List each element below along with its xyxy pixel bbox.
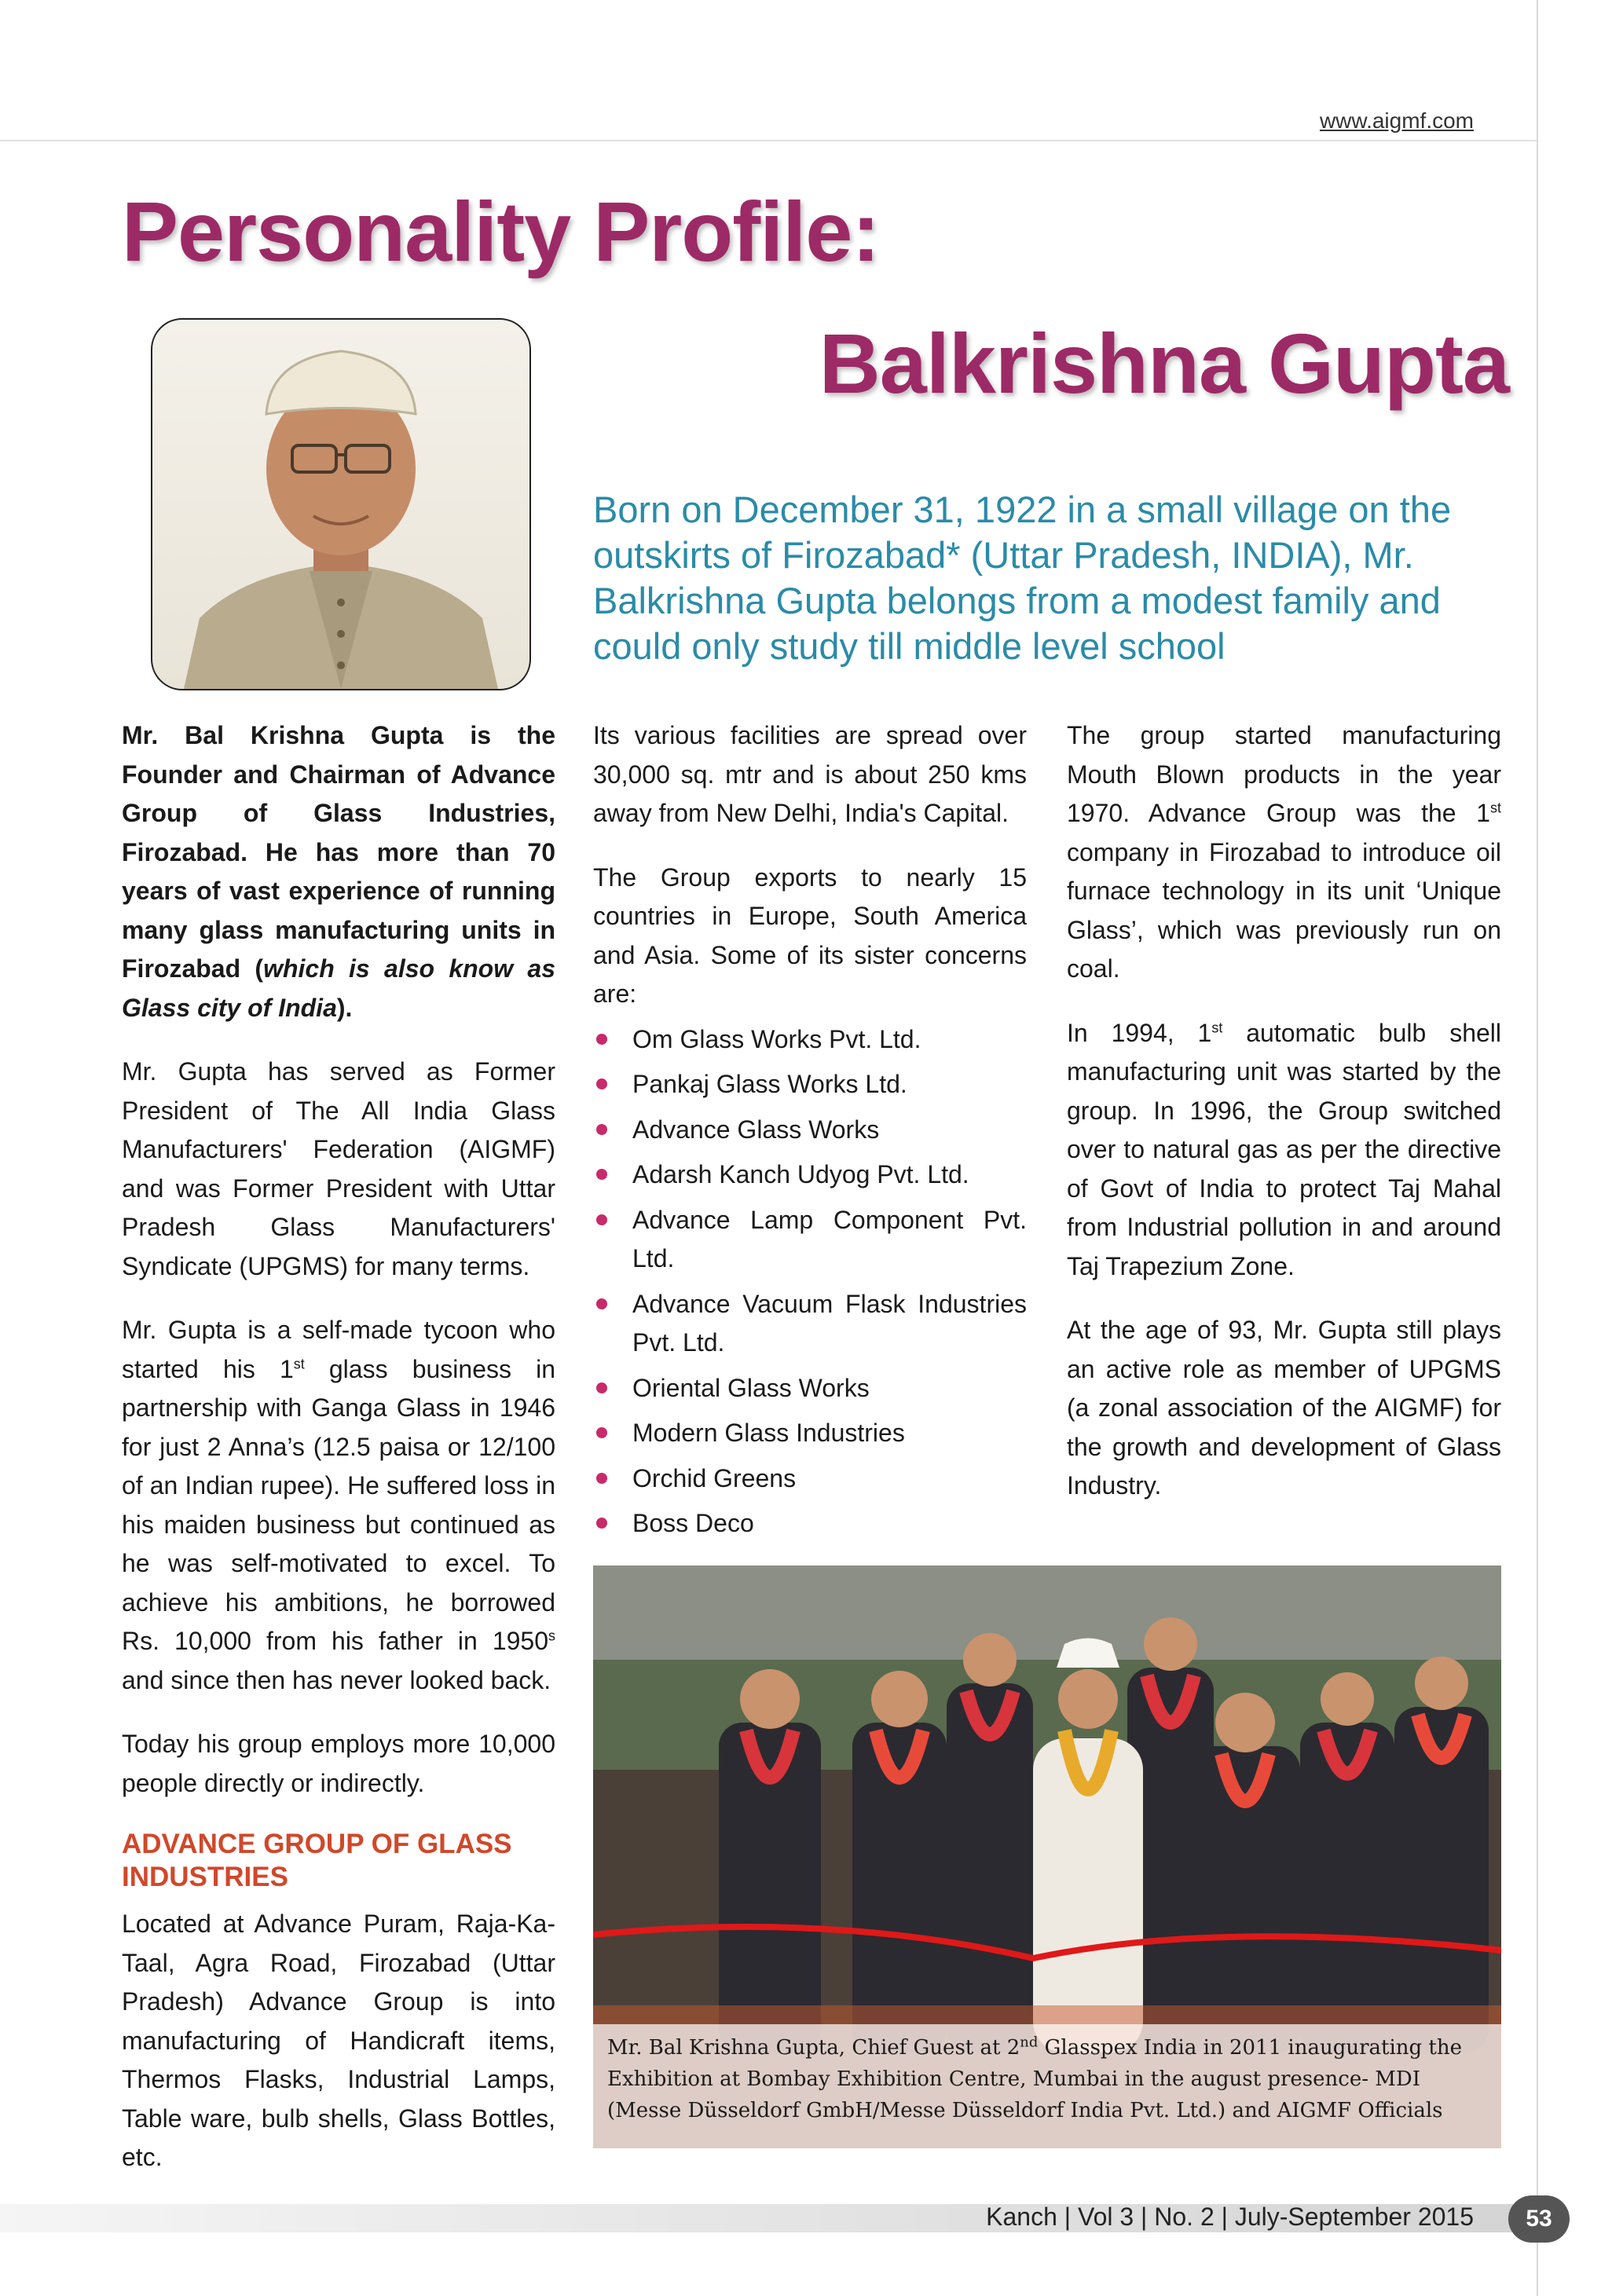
superscript: st [1211, 1019, 1223, 1035]
list-item: Orchid Greens [593, 1459, 1027, 1499]
list-item: Advance Vacuum Flask Industries Pvt. Ltd. [593, 1285, 1027, 1363]
ribbon-cutting-photo [593, 1565, 1501, 2148]
page-title-line2: Balkrishna Gupta [819, 316, 1509, 411]
active-role-paragraph: At the age of 93, Mr. Gupta still plays an active role as member of UPGMS (a zonal association of the AIGMF) for the growth and development of Glass Industry. [1067, 1316, 1501, 1500]
superscript: st [293, 1355, 305, 1371]
superscript: st [1489, 800, 1501, 816]
list-item: Modern Glass Industries [593, 1414, 1027, 1453]
mouth-blown-paragraph: The group started manufacturing Mouth Blown products in the year 1970. Advance Group was the 1st company in Firozabad to introduce oil furnace technology in its unit ‘Unique Glass’, which was previously run on coal. [1067, 721, 1501, 983]
bullet-icon [596, 1214, 607, 1225]
website-link[interactable]: www.aigmf.com [1319, 108, 1474, 133]
location-paragraph: Located at Advance Puram, Raja-Ka-Taal, Agra Road, Firozabad (Uttar Pradesh) Advance Group is into manufacturing of Handicraft items, Thermos Flasks, Industrial Lamps, Table ware, bulb shells, Glass Bottles, etc. [122, 1910, 555, 2171]
facilities-paragraph: Its various facilities are spread over 30,000 sq. mtr and is about 250 kms away from New Delhi, India's Capital. [593, 721, 1027, 827]
photo-caption [593, 2024, 1501, 2148]
sister-concerns-list [593, 1020, 1027, 1543]
column-3 [1067, 716, 1501, 1531]
president-paragraph: Mr. Gupta has served as Former President of The All India Glass Manufacturers' Federation (AIGMF) and was Former President with Uttar Pradesh Glass Manufacturers' Syndicate (UPGMS) for many terms. [122, 1057, 555, 1280]
tycoon-text-mid: glass business in partnership with Ganga Glass in 1946 for just 2 Anna’s (12.5 paisa or 12/100 of an Indian rupee). He suffered loss in his maiden business but continued as he was self-motivated to excel. To achieve his ambitions, he borrowed Rs. 10,000 from his father in 1950 [122, 1354, 555, 1655]
list-item: Advance Lamp Component Pvt. Ltd. [593, 1201, 1027, 1279]
bullet-icon [596, 1518, 607, 1529]
bullet-icon [596, 1382, 607, 1393]
section-heading: ADVANCE GROUP OF GLASS INDUSTRIES [122, 1829, 512, 1892]
page-number-badge: 53 [1508, 2195, 1570, 2243]
bullet-icon [596, 1124, 607, 1135]
employees-paragraph: Today his group employs more 10,000 people directly or indirectly. [122, 1730, 555, 1797]
founder-paragraph [122, 716, 555, 1027]
column-2 [593, 716, 1027, 1550]
header-rule [0, 140, 1537, 141]
intro-text: Born on December 31, 1922 in a small village on the outskirts of Firozabad* (Uttar Pradesh, INDIA), Mr. Balkrishna Gupta belongs from a modest family and could only study till middle level school [593, 489, 1452, 667]
tycoon-text-end: and since then has never looked back. [122, 1665, 551, 1694]
column-1 [122, 716, 555, 2203]
footer-issue-info: Kanch | Vol 3 | No. 2 | July-September 2015 [986, 2203, 1474, 2231]
tycoon-paragraph [122, 1311, 555, 1700]
founder-text: Mr. Bal Krishna Gupta is the Founder and Chairman of Advance Group of Glass Industries, Firozabad. He has more than 70 years of vast experience of running many glass manufacturing units in Firozabad ( [122, 721, 555, 983]
bullet-icon [596, 1078, 607, 1089]
superscript: s [548, 1628, 555, 1644]
list-item: Pankaj Glass Works Ltd. [593, 1065, 1027, 1104]
bullet-icon [596, 1473, 607, 1484]
founder-text-italic: which is also know as Glass city of India [122, 954, 556, 1022]
list-item: Oriental Glass Works [593, 1369, 1027, 1408]
portrait-photo [151, 318, 531, 690]
bullet-icon [596, 1427, 607, 1438]
superscript: nd [1020, 2034, 1039, 2051]
list-item: Boss Deco [593, 1504, 1027, 1543]
list-item: Om Glass Works Pvt. Ltd. [593, 1020, 1027, 1060]
caption-text: Mr. Bal Krishna Gupta, Chief Guest at 2nd Glasspex India in 2011 inaugurating the Exhibition at Bombay Exhibition Centre, Mumbai in the august presence- MDI (Messe Düsseldorf GmbH/Messe Düsseldorf India Pvt. Ltd.) and AIGMF Officials [607, 2034, 1463, 2122]
founder-text-end: ). [336, 993, 353, 1022]
bulb-shell-paragraph: In 1994, 1st automatic bulb shell manufacturing unit was started by the group. In 1996, the Group switched over to natural gas as per the directive of Govt of India to protect Taj Mahal from Industrial pollution in and around Taj Trapezium Zone. [1067, 1018, 1501, 1280]
list-item: Adarsh Kanch Udyog Pvt. Ltd. [593, 1155, 1027, 1195]
list-item: Advance Glass Works [593, 1111, 1027, 1150]
page-edge-rule [1537, 0, 1538, 2296]
page-title-line1: Personality Profile: [122, 184, 880, 279]
exports-paragraph: The Group exports to nearly 15 countries in Europe, South America and Asia. Some of its sister concerns are: [593, 862, 1027, 1008]
bullet-icon [596, 1034, 607, 1045]
bullet-icon [596, 1298, 607, 1309]
tycoon-text: Mr. Gupta is a self-made tycoon who started his 1 [122, 1316, 555, 1383]
bullet-icon [596, 1169, 607, 1180]
